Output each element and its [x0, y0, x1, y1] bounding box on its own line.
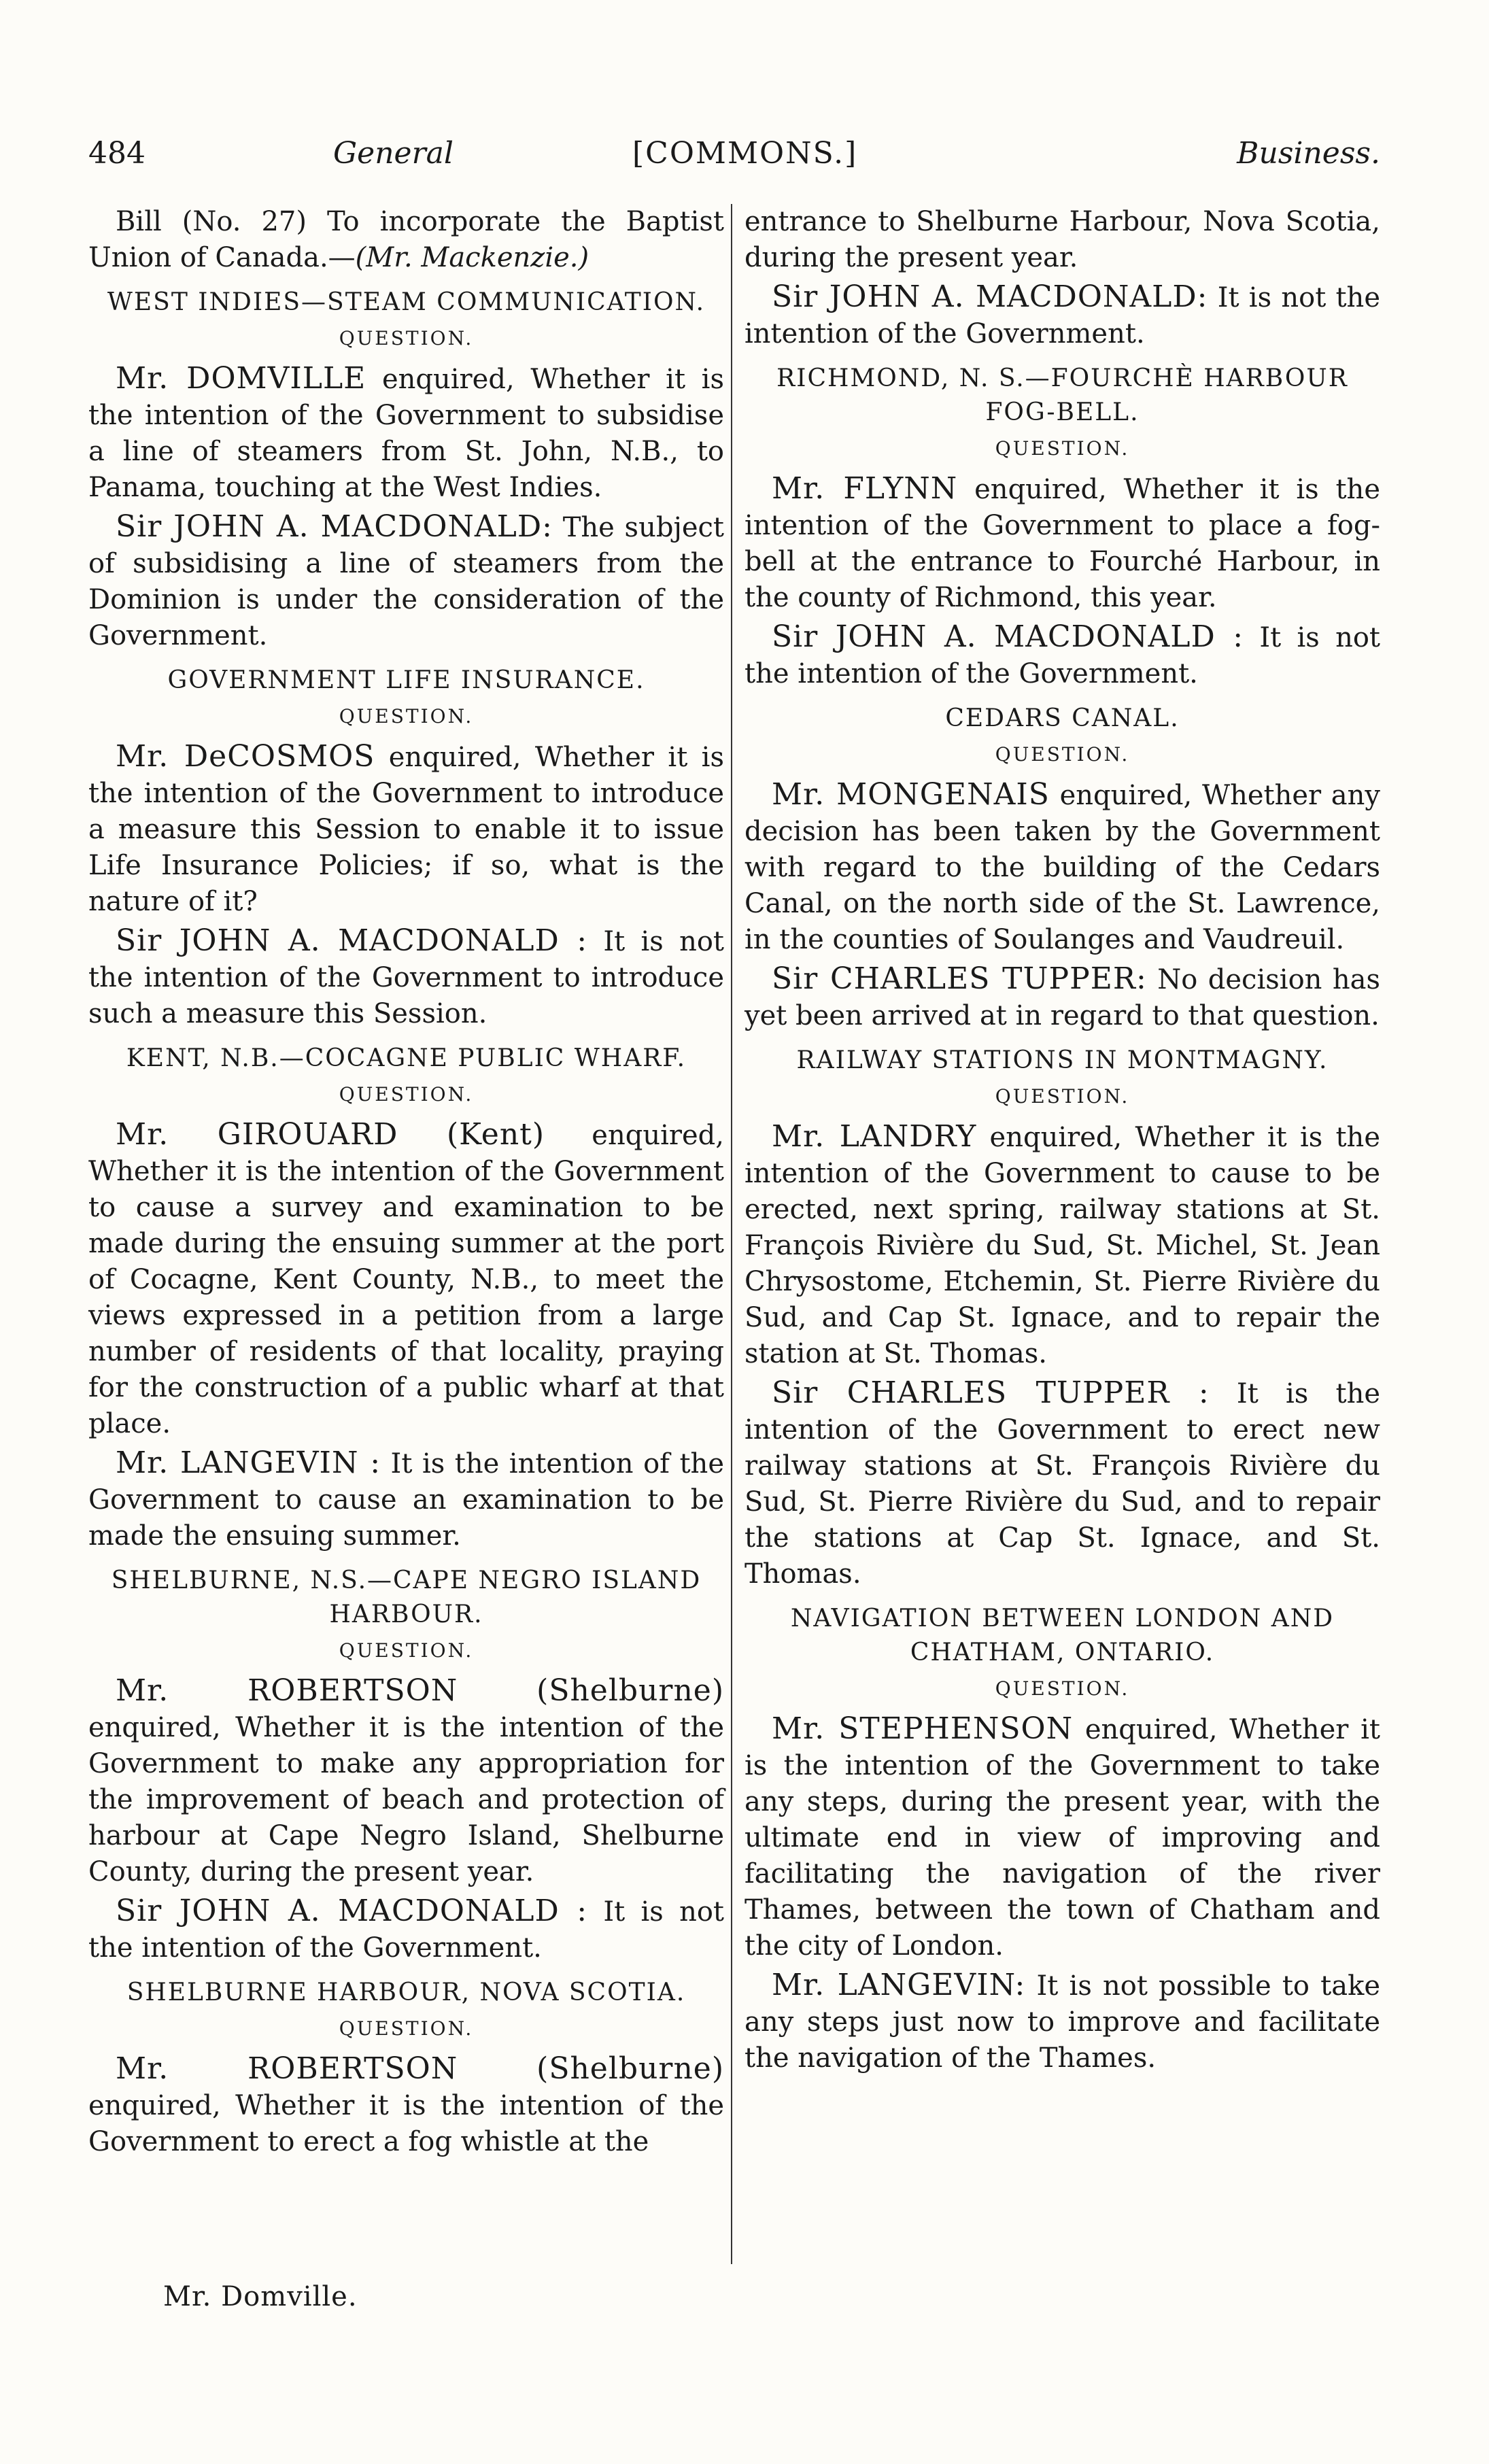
footer-catchword: Mr. Domville. — [163, 2281, 358, 2312]
question-label: QUESTION. — [995, 1085, 1130, 1108]
speaker-name: Sir JOHN A. MACDONALD : — [772, 619, 1244, 654]
question-paragraph — [744, 1118, 1380, 1372]
speaker-name: Mr. ROBERTSON (Shelburne) — [116, 2051, 724, 2086]
header-left-title: General — [333, 136, 453, 171]
answer-paragraph — [88, 1445, 724, 1554]
section-heading-cedars-canal: CEDARS CANAL. — [945, 704, 1180, 732]
section-heading-fourche-harbour: RICHMOND, N. S.—FOURCHÈ HARBOUR FOG-BELL. — [776, 364, 1348, 426]
speaker-name: Mr. LANDRY — [772, 1119, 977, 1154]
page-number: 484 — [88, 136, 146, 171]
answer-text: It is the intention of the Government to cause an examination to be made the ensuing summer. — [88, 1448, 724, 1552]
question-label: QUESTION. — [339, 705, 474, 728]
left-column — [88, 204, 724, 2163]
question-text: enquired, Whether it is the intention of the Government to take any steps, during the present year, with the ultimate end in view of improving and facilitating the navigation of the river Thames, between the town of Chatham and the city of London. — [744, 1714, 1380, 1962]
question-text: enquired, Whether it is the intention of the Government to place a fog-bell at the entrance to Fourché Harbour, in the county of Richmond, this year. — [744, 474, 1380, 613]
section-heading-west-indies: WEST INDIES—STEAM COMMUNICATION. — [107, 288, 706, 316]
speaker-name: Mr. GIROUARD (Kent) — [116, 1117, 545, 1152]
question-paragraph — [744, 1711, 1380, 1964]
answer-paragraph — [88, 1893, 724, 1966]
answer-text: It is not the intention of the Government. — [88, 1896, 724, 1964]
question-paragraph — [744, 470, 1380, 616]
question-paragraph — [88, 1116, 724, 1442]
question-label: QUESTION. — [995, 1677, 1130, 1700]
answer-paragraph — [744, 619, 1380, 692]
answer-paragraph — [744, 1967, 1380, 2076]
running-header — [88, 136, 1380, 190]
answer-text: It is the intention of the Government to erect new railway stations at St. François Rivière du Sud, St. Pierre Rivière du Sud, and to repair the stations at Cap St. Ignace, and St. Thomas. — [744, 1378, 1380, 1590]
question-text: enquired, Whether it is the intention of the Government to subsidise a line of steamers from St. John, N.B., to Panama, touching at the West Indies. — [88, 364, 725, 503]
answer-paragraph — [744, 1375, 1380, 1592]
question-label: QUESTION. — [995, 743, 1130, 766]
speaker-name: Mr. DeCOSMOS — [116, 739, 375, 774]
speaker-name: Mr. ROBERTSON (Shelburne) — [116, 1673, 724, 1708]
section-heading-shelburne-harbour: SHELBURNE HARBOUR, NOVA SCOTIA. — [126, 1979, 686, 2006]
answer-paragraph — [88, 509, 724, 654]
question-label: QUESTION. — [339, 327, 474, 349]
section-heading-cocagne-wharf: KENT, N.B.—COCAGNE PUBLIC WHARF. — [126, 1044, 687, 1072]
speaker-name: Sir CHARLES TUPPER: — [772, 961, 1147, 996]
question-paragraph — [88, 360, 724, 506]
answer-paragraph — [88, 923, 724, 1032]
answer-paragraph — [744, 279, 1380, 352]
question-paragraph — [88, 1673, 724, 1890]
question-paragraph — [88, 738, 724, 920]
question-text: enquired, Whether it is the intention of the Government to cause to be erected, next spring, railway stations at St. François Rivière du Sud, St. Michel, St. Jean Chrysostome, Etchemin, St. Pierre Rivière du Sud, and Cap St. Ignace, and to repair the station at St. Thomas. — [744, 1122, 1380, 1369]
question-label: QUESTION. — [339, 2017, 474, 2040]
bill-text: Bill (No. 27) To incorporate the Baptist Union of Canada.— — [88, 206, 724, 273]
speaker-name: Sir JOHN A. MACDONALD : — [116, 1894, 588, 1928]
answer-text: It is not the intention of the Government to introduce such a measure this Session. — [88, 926, 724, 1029]
continued-paragraph: entrance to Shelburne Harbour, Nova Scotia, during the present year. — [744, 206, 1380, 273]
speaker-name: Mr. LANGEVIN: — [772, 1968, 1026, 2002]
speaker-name: Mr. MONGENAIS — [772, 777, 1050, 812]
question-label: QUESTION. — [995, 437, 1130, 460]
section-heading-cape-negro: SHELBURNE, N.S.—CAPE NEGRO ISLAND HARBOUR. — [111, 1567, 702, 1628]
speaker-name: Sir JOHN A. MACDONALD: — [116, 509, 553, 544]
answer-text: It is not possible to take any steps just now to improve and facilitate the navigation of the Thames. — [744, 1970, 1380, 2074]
question-text: enquired, Whether it is the intention of the Government to erect a fog whistle at the — [88, 2090, 724, 2157]
speaker-name: Mr. LANGEVIN : — [116, 1445, 381, 1480]
question-paragraph — [744, 776, 1380, 958]
answer-text: It is not the intention of the Government. — [744, 282, 1380, 349]
speaker-name: Mr. DOMVILLE — [116, 361, 366, 396]
answer-text: It is not the intention of the Government. — [744, 622, 1380, 689]
bill-mover: (Mr. Mackenzie.) — [355, 242, 589, 273]
question-label: QUESTION. — [339, 1639, 474, 1662]
bill-paragraph — [88, 204, 724, 276]
speaker-name: Mr. FLYNN — [772, 471, 958, 506]
question-text: enquired, Whether it is the intention of the Government to cause a survey and examination to be made during the ensuing summer at the port of Cocagne, Kent County, N.B., to meet the views expressed in a petition from a large number of residents of that locality, praying for the construction of a public wharf at that place. — [88, 1120, 724, 1439]
header-right-title: Business. — [1237, 136, 1380, 171]
column-divider — [731, 204, 732, 2264]
speaker-name: Mr. STEPHENSON — [772, 1711, 1074, 1746]
right-column — [744, 204, 1380, 2079]
answer-paragraph — [744, 961, 1380, 1034]
question-text: enquired, Whether it is the intention of the Government to introduce a measure this Session to enable it to issue Life Insurance Policies; if so, what is the nature of it? — [88, 742, 724, 917]
section-heading-thames-navigation: NAVIGATION BETWEEN LONDON AND CHATHAM, ONTARIO. — [790, 1605, 1335, 1666]
question-label: QUESTION. — [339, 1083, 474, 1106]
question-text: enquired, Whether it is the intention of the Government to make any appropriation for the improvement of beach and protection of harbour at Cape Negro Island, Shelburne County, during the present year. — [88, 1712, 724, 1887]
answer-text: The subject of subsidising a line of steamers from the Dominion is under the consideration of the Government. — [88, 512, 724, 651]
header-center-title: [COMMONS.] — [632, 136, 858, 171]
speaker-name: Sir CHARLES TUPPER : — [772, 1375, 1210, 1410]
speaker-name: Sir JOHN A. MACDONALD : — [116, 923, 588, 958]
question-text: enquired, Whether any decision has been taken by the Government with regard to the building of the Cedars Canal, on the north side of the St. Lawrence, in the counties of Soulanges and Vaudreuil. — [744, 780, 1381, 955]
section-heading-montmagny-stations: RAILWAY STATIONS IN MONTMAGNY. — [796, 1046, 1329, 1074]
section-heading-life-insurance: GOVERNMENT LIFE INSURANCE. — [167, 666, 645, 694]
answer-text: No decision has yet been arrived at in regard to that question. — [744, 964, 1380, 1031]
speaker-name: Sir JOHN A. MACDONALD: — [772, 279, 1208, 314]
question-paragraph — [88, 2051, 724, 2160]
